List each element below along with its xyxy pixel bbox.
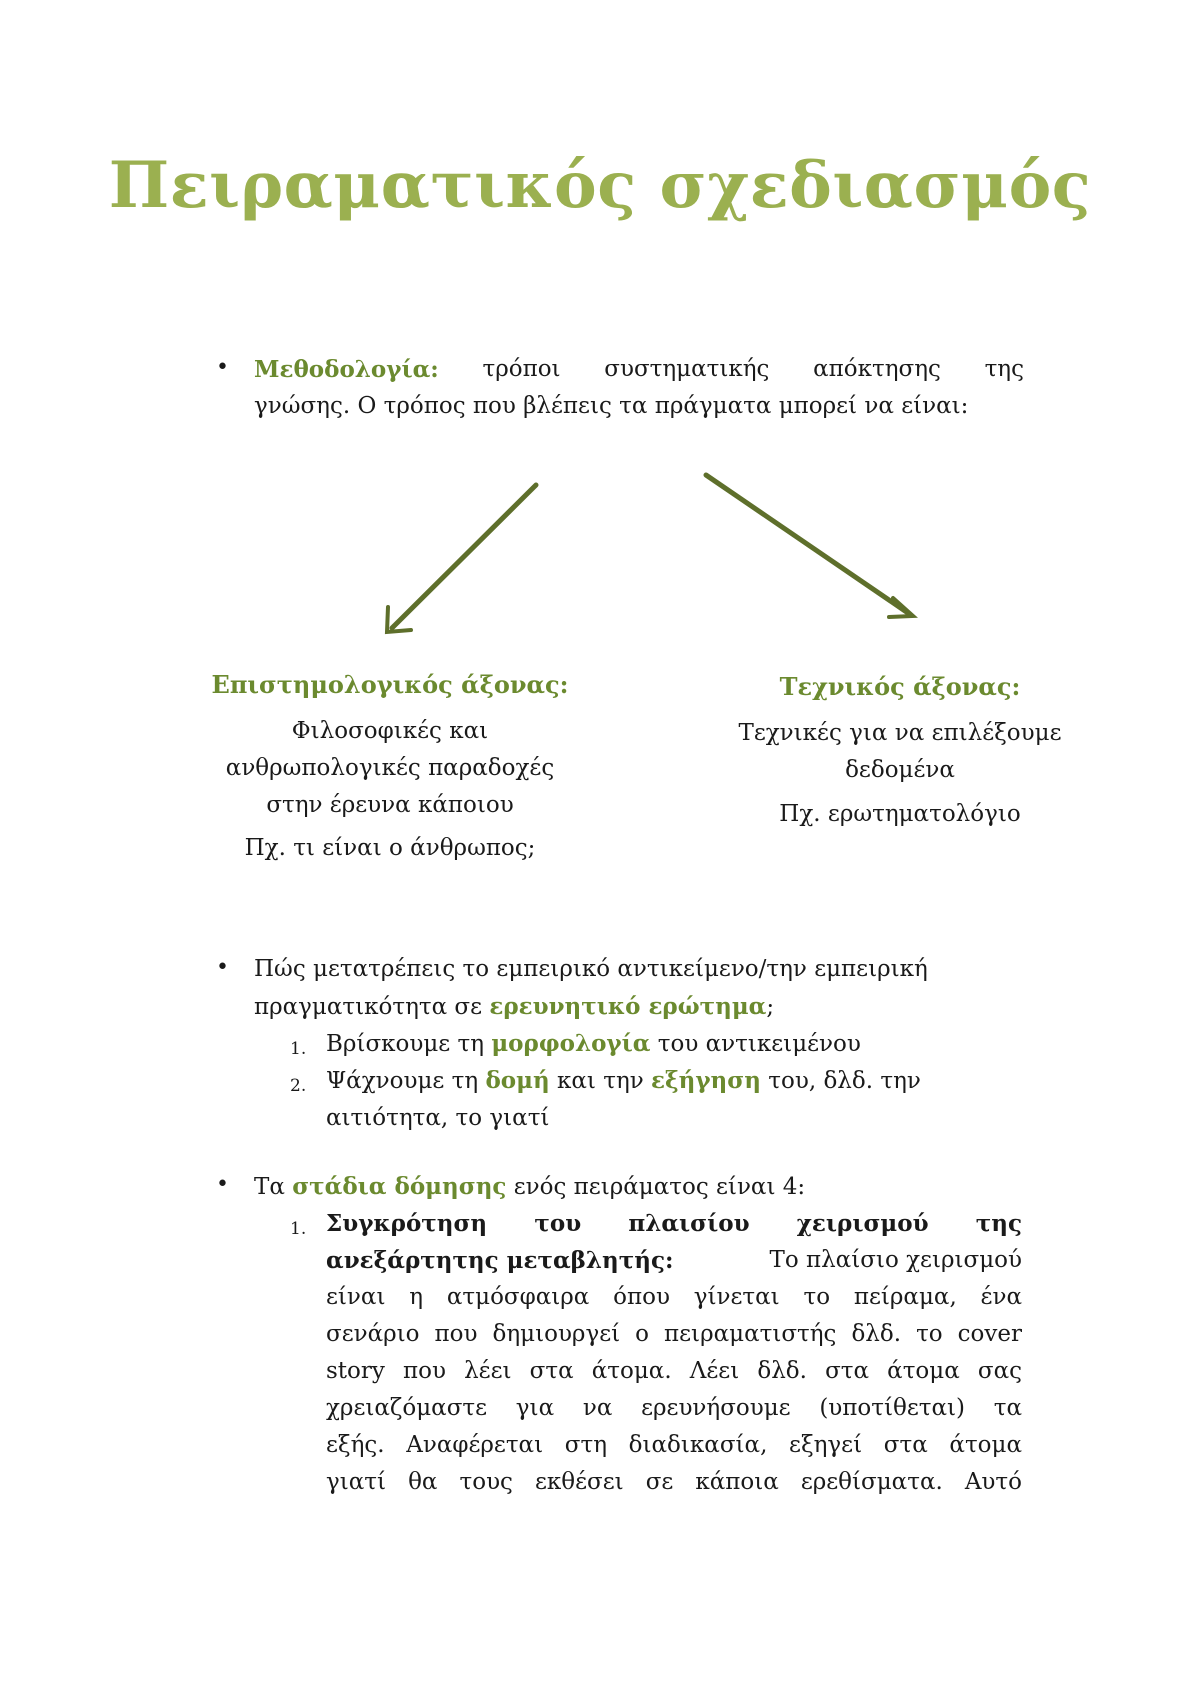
stage-item-1-line-2 [326, 1242, 1022, 1279]
stage-word-4: χειρισμού [796, 1210, 929, 1237]
stage-item-1 [326, 1205, 1022, 1501]
page-title: Πειραματικός σχεδιασμός [108, 148, 1092, 223]
arrow-down-left-icon [387, 485, 536, 632]
methodology-line-2: γνώσης. Ο τρόπος που βλέπεις τα πράγματα μπορεί να είναι: [254, 393, 969, 419]
question-mark: ; [766, 994, 775, 1020]
epistemological-axis [190, 670, 590, 867]
stage-word-1: Συγκρότηση [326, 1210, 488, 1237]
explanation-term: εξήγηση [651, 1067, 761, 1094]
methodology-word-2: συστηματικής [604, 356, 770, 382]
list-item-text: του αντικειμένου [650, 1031, 861, 1057]
stages-term: στάδια δόμησης [292, 1173, 507, 1200]
stage-item-1-heading [326, 1205, 1022, 1242]
arrow-down-right-icon [706, 475, 913, 617]
epistemological-axis-heading: Επιστημολογικός άξονας: [211, 670, 569, 699]
methodology-term: Μεθοδολογία: [254, 356, 439, 383]
epistemological-line-2: ανθρωπολογικές παραδοχές [225, 755, 555, 781]
epistemological-line-3: στην έρευνα κάποιου [266, 792, 514, 818]
list-item [326, 1062, 1026, 1137]
list-number: 1. [290, 1219, 307, 1239]
epistemological-axis-example: Πχ. τι είναι ο άνθρωπος; [244, 835, 536, 861]
stage-word-5: της [975, 1210, 1022, 1237]
structure-term: δομή [485, 1067, 550, 1094]
bullet-icon: • [216, 355, 229, 380]
question-line-2-text: πραγματικότητα σε [254, 994, 490, 1020]
technical-axis [700, 672, 1100, 833]
list-item-text: του, δλδ. την [760, 1068, 921, 1094]
list-item-text: αιτιότητα, το γιατί [326, 1105, 550, 1131]
stages-text: ενός πειράματος είναι 4: [506, 1174, 806, 1200]
list-item-text: και την [549, 1068, 652, 1094]
question-line-2 [254, 988, 1034, 1026]
technical-line-1: Τεχνικές για να επιλέξουμε [738, 720, 1062, 746]
list-item [326, 1025, 1026, 1063]
stage-item-1-line: σενάριο που δημιουργεί ο πειραματιστής δλδ. το cover [326, 1321, 1022, 1347]
stage-item-1-subheading: ανεξάρτητης μεταβλητής: [326, 1247, 674, 1274]
technical-axis-description [700, 715, 1100, 789]
stage-item-1-line: γιατί θα τους εκθέσει σε κάποια ερεθίσματα. Αυτό [326, 1469, 1022, 1495]
technical-line-2: δεδομένα [845, 757, 955, 783]
list-item-text: Ψάχνουμε τη [326, 1068, 486, 1094]
morphology-term: μορφολογία [491, 1030, 651, 1057]
bullet-icon: • [216, 955, 229, 980]
stage-item-1-line: εξής. Αναφέρεται στη διαδικασία, εξηγεί στα άτομα [326, 1432, 1022, 1458]
research-question-term: ερευνητικό ερώτημα [489, 993, 767, 1020]
stages-paragraph [254, 1168, 1034, 1206]
epistemological-line-1: Φιλοσοφικές και [291, 718, 489, 744]
list-item-text: Βρίσκουμε τη [326, 1031, 492, 1057]
stages-text: Τα [254, 1174, 293, 1200]
stage-item-1-line: χρειαζόμαστε για να ερευνήσουμε (υποτίθεται) τα [326, 1395, 1022, 1421]
stage-word-2: του [534, 1210, 582, 1237]
epistemological-axis-description [190, 713, 590, 824]
methodology-word-4: της [984, 356, 1024, 382]
methodology-word-3: απόκτησης [813, 356, 941, 382]
list-number: 1. [290, 1039, 307, 1059]
bullet-icon: • [216, 1172, 229, 1197]
stage-word-3: πλαισίου [628, 1210, 750, 1237]
stage-item-1-line: είναι η ατμόσφαιρα όπου γίνεται το πείραμα, ένα [326, 1284, 1022, 1310]
stage-item-1-line-2-text: Το πλαίσιο χειρισμού [769, 1247, 1022, 1273]
list-number: 2. [290, 1076, 307, 1096]
technical-axis-heading: Τεχνικός άξονας: [779, 672, 1021, 701]
technical-axis-example: Πχ. ερωτηματολόγιο [779, 801, 1021, 827]
methodology-word-1: τρόποι [482, 356, 561, 382]
question-line-1: Πώς μετατρέπεις το εμπειρικό αντικείμενο/την εμπειρική [254, 956, 928, 982]
stage-item-1-line: story που λέει στα άτομα. Λέει δλδ. στα άτομα σας [326, 1358, 1022, 1384]
research-question-paragraph [254, 951, 1034, 1026]
